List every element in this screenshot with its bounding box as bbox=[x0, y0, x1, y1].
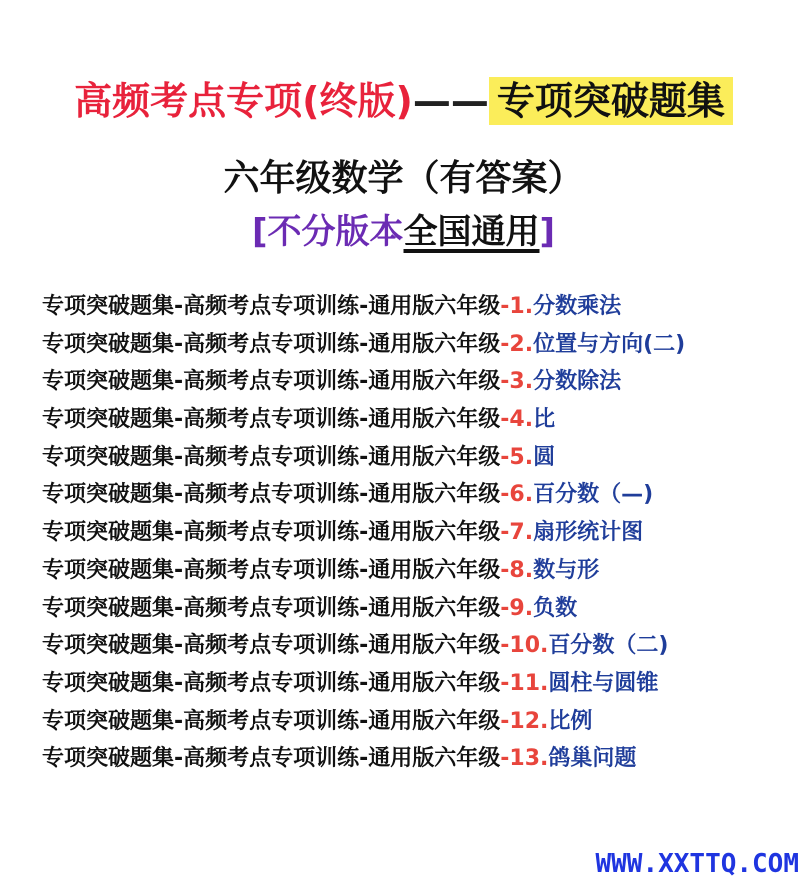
item-number: -2. bbox=[500, 331, 534, 357]
item-number: -1. bbox=[500, 294, 534, 319]
scope-underlined: 全国通用 bbox=[403, 212, 540, 252]
scope-open: [不分版本 bbox=[251, 212, 404, 252]
topic-list bbox=[42, 288, 685, 778]
item-number: -11. bbox=[500, 670, 549, 696]
list-item[interactable] bbox=[42, 514, 685, 552]
item-number: -4. bbox=[500, 407, 534, 433]
item-number: -9. bbox=[500, 595, 534, 621]
list-item[interactable] bbox=[42, 665, 685, 703]
list-item[interactable] bbox=[42, 552, 685, 590]
list-item[interactable] bbox=[42, 288, 685, 326]
item-prefix: 专项突破题集-高频考点专项训练-通用版六年级 bbox=[42, 444, 501, 470]
item-topic: 比 bbox=[533, 407, 556, 433]
list-item[interactable] bbox=[42, 703, 685, 741]
item-number: -13. bbox=[500, 746, 549, 772]
site-url[interactable]: WWW.XXTTQ.COM bbox=[595, 849, 799, 879]
item-number: -10. bbox=[500, 633, 549, 659]
item-prefix: 专项突破题集-高频考点专项训练-通用版六年级 bbox=[42, 708, 501, 734]
title-highlight: 专项突破题集 bbox=[489, 77, 733, 125]
scope-line bbox=[0, 204, 807, 253]
list-item[interactable] bbox=[42, 439, 685, 477]
item-number: -5. bbox=[500, 444, 534, 470]
item-topic: 扇形统计图 bbox=[533, 520, 644, 546]
subtitle: 六年级数学（有答案） bbox=[223, 158, 584, 199]
item-prefix: 专项突破题集-高频考点专项训练-通用版六年级 bbox=[42, 595, 501, 621]
item-prefix: 专项突破题集-高频考点专项训练-通用版六年级 bbox=[42, 520, 501, 546]
item-number: -6. bbox=[500, 482, 534, 508]
item-topic: 数与形 bbox=[533, 557, 600, 583]
item-number: -8. bbox=[500, 557, 534, 583]
item-topic: 百分数（二) bbox=[548, 633, 669, 659]
list-item[interactable] bbox=[42, 627, 685, 665]
item-number: -3. bbox=[500, 369, 534, 395]
list-item[interactable] bbox=[42, 326, 685, 364]
list-item[interactable] bbox=[42, 363, 685, 401]
item-number: -7. bbox=[500, 520, 534, 546]
item-prefix: 专项突破题集-高频考点专项训练-通用版六年级 bbox=[42, 482, 501, 508]
item-topic: 分数乘法 bbox=[533, 294, 622, 319]
item-prefix: 专项突破题集-高频考点专项训练-通用版六年级 bbox=[42, 633, 501, 659]
item-topic: 圆柱与圆锥 bbox=[548, 670, 659, 696]
item-topic: 位置与方向(二) bbox=[533, 331, 686, 357]
list-item[interactable] bbox=[42, 401, 685, 439]
item-prefix: 专项突破题集-高频考点专项训练-通用版六年级 bbox=[42, 746, 501, 772]
item-topic: 鸽巢问题 bbox=[548, 746, 637, 772]
item-prefix: 专项突破题集-高频考点专项训练-通用版六年级 bbox=[42, 369, 501, 395]
list-item[interactable] bbox=[42, 476, 685, 514]
item-prefix: 专项突破题集-高频考点专项训练-通用版六年级 bbox=[42, 294, 501, 319]
item-topic: 圆 bbox=[533, 444, 556, 470]
item-number: -12. bbox=[500, 708, 549, 734]
title-dash: —— bbox=[412, 79, 489, 123]
item-topic: 分数除法 bbox=[533, 369, 622, 395]
list-item[interactable] bbox=[42, 740, 685, 778]
title-red-part: 高频考点专项(终版) bbox=[74, 79, 413, 123]
item-topic: 负数 bbox=[533, 595, 578, 621]
item-prefix: 专项突破题集-高频考点专项训练-通用版六年级 bbox=[42, 670, 501, 696]
item-prefix: 专项突破题集-高频考点专项训练-通用版六年级 bbox=[42, 407, 501, 433]
main-title bbox=[0, 70, 807, 125]
scope-close: ] bbox=[539, 212, 556, 252]
item-prefix: 专项突破题集-高频考点专项训练-通用版六年级 bbox=[42, 331, 501, 357]
item-topic: 百分数（—) bbox=[533, 482, 654, 508]
list-item[interactable] bbox=[42, 590, 685, 628]
item-prefix: 专项突破题集-高频考点专项训练-通用版六年级 bbox=[42, 557, 501, 583]
item-topic: 比例 bbox=[548, 708, 593, 734]
